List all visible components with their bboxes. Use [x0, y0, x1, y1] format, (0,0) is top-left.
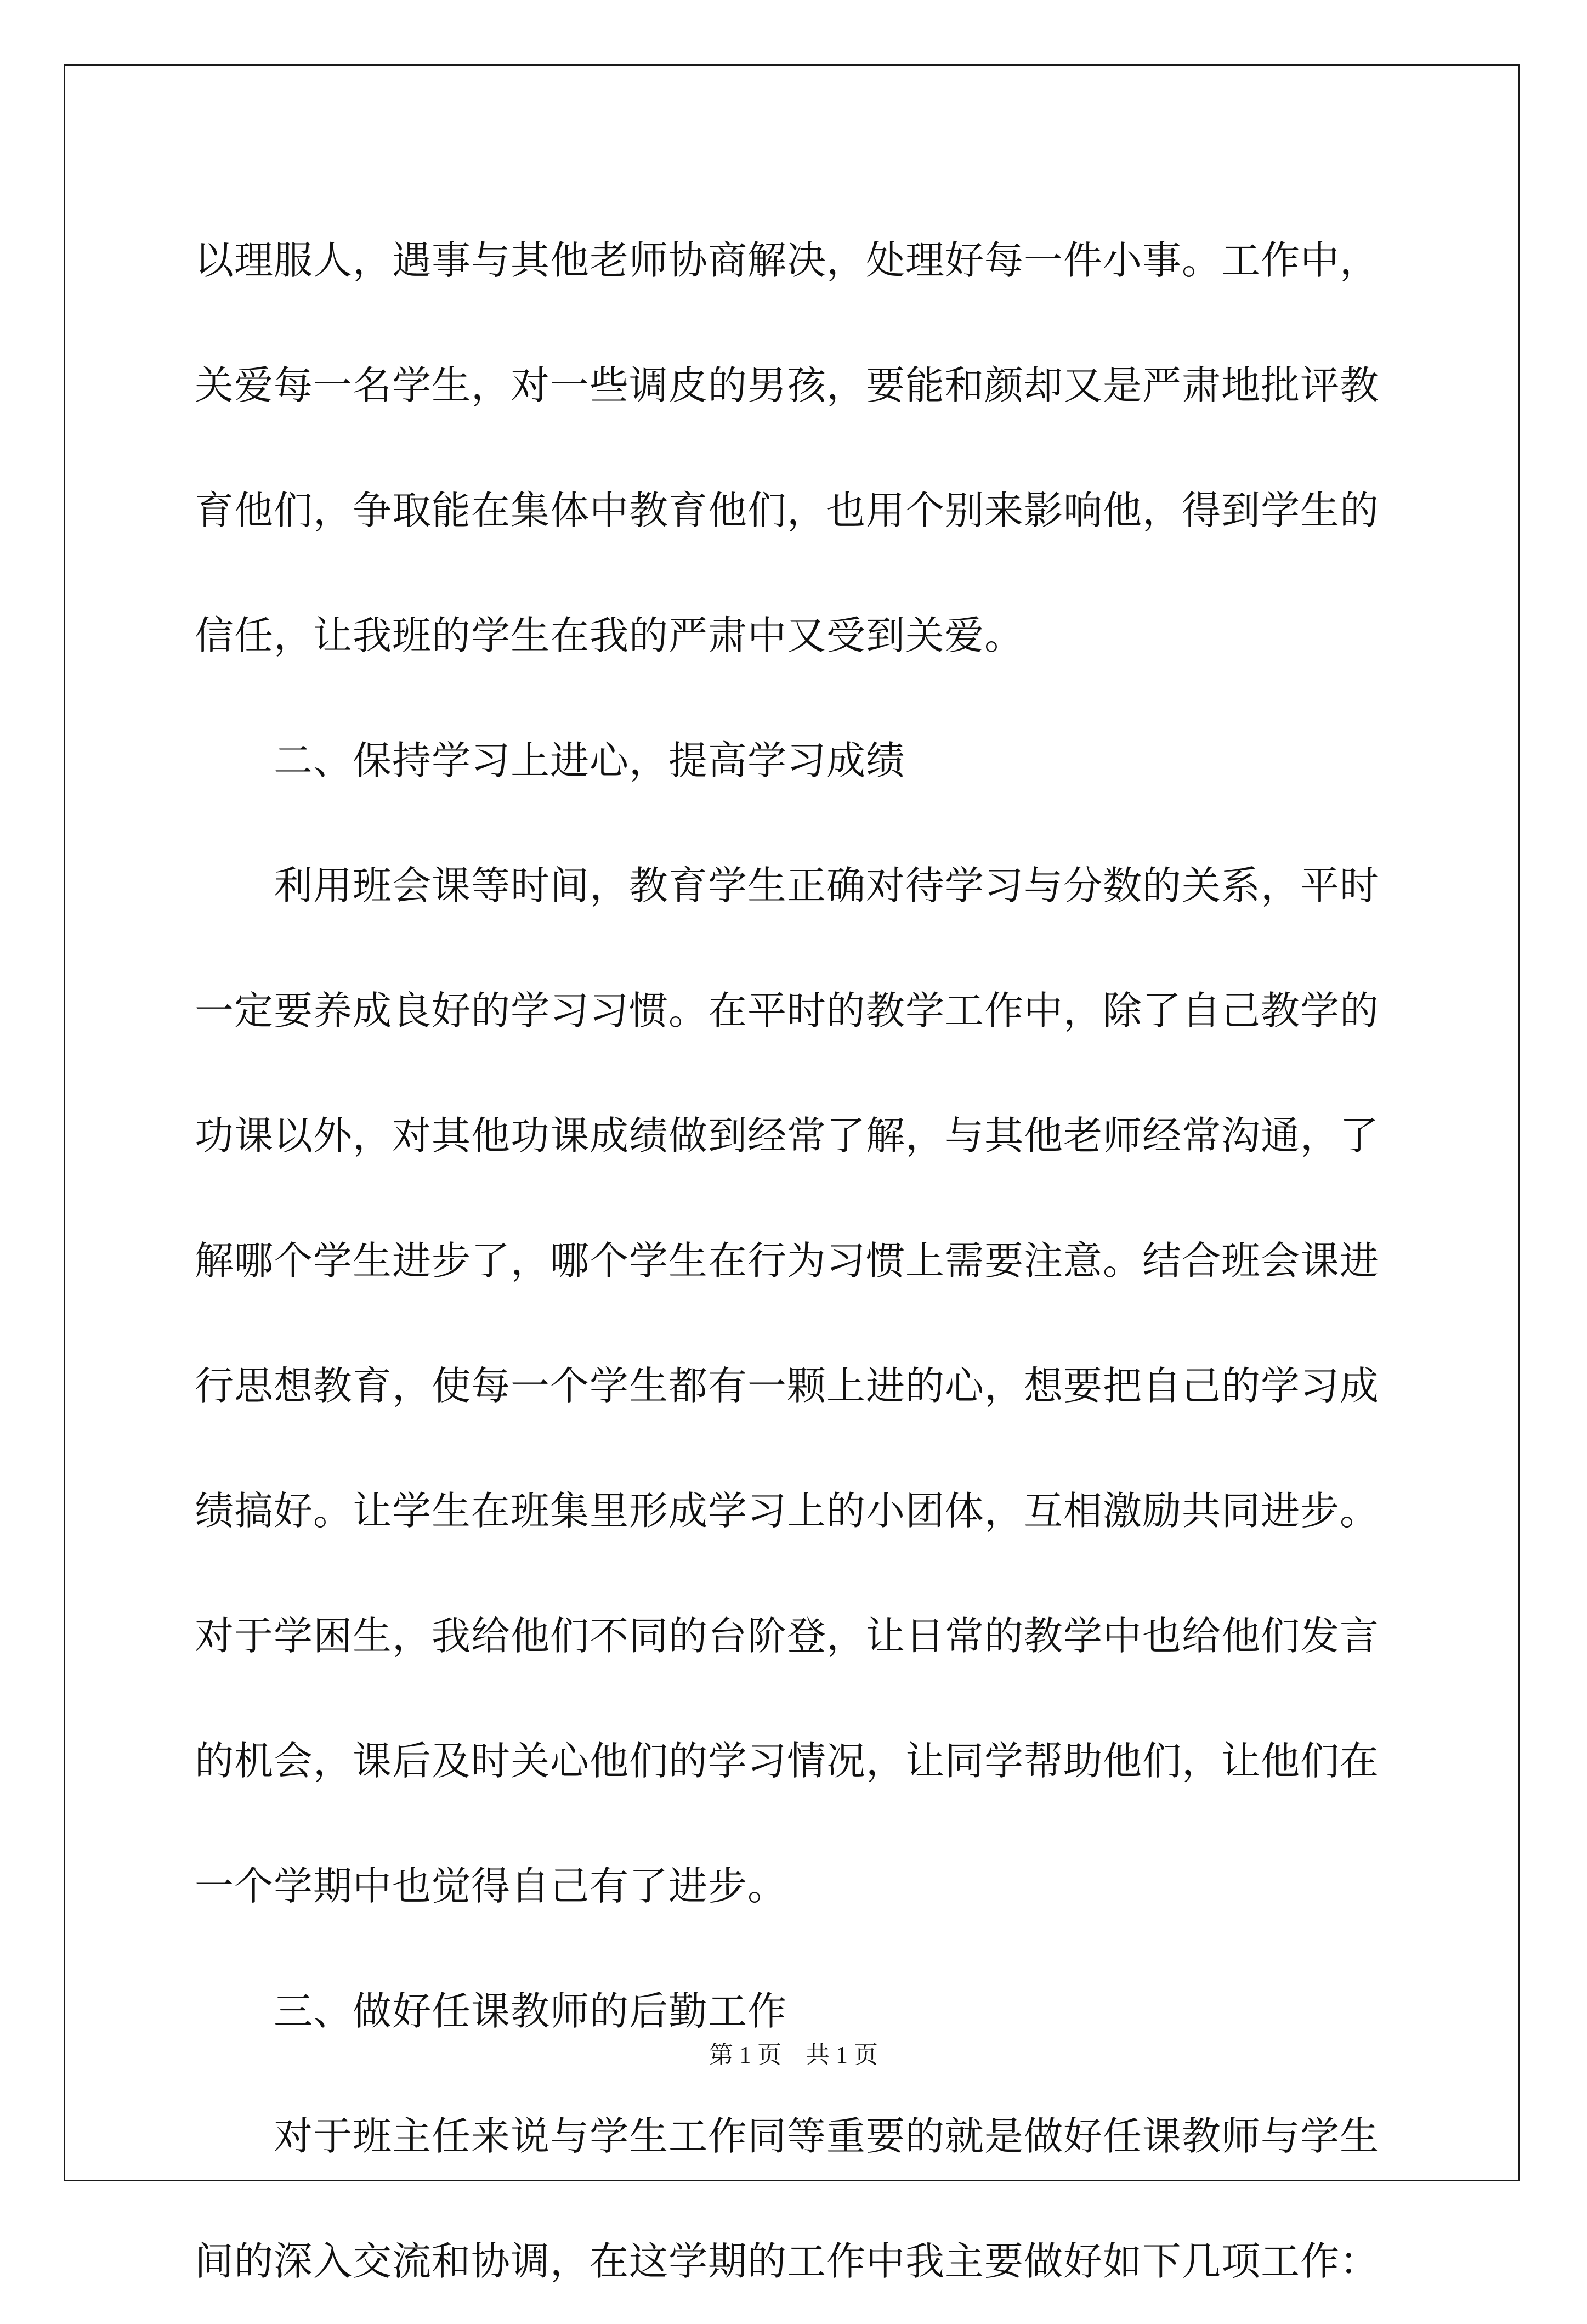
text-line: 对于学困生，我给他们不同的台阶登，让日常的教学中也给他们发言 — [195, 1613, 1380, 1659]
text-line: 的机会，课后及时关心他们的学习情况，让同学帮助他们，让他们在 — [195, 1738, 1380, 1784]
section-heading-2 — [195, 698, 1396, 823]
text-line: 绩搞好。让学生在班集里形成学习上的小团体，互相激励共同进步。 — [195, 1488, 1380, 1534]
paragraph — [195, 198, 1396, 698]
text-line: 育他们，争取能在集体中教育他们，也用个别来影响他，得到学生的 — [195, 488, 1380, 533]
text-line: 利用班会课等时间，教育学生正确对待学习与分数的关系，平时 — [274, 863, 1380, 908]
text-line: 一定要养成良好的学习习惯。在平时的教学工作中，除了自己教学的 — [195, 988, 1380, 1033]
text-line: 关爱每一名学生，对一些调皮的男孩，要能和颜却又是严肃地批评教 — [195, 363, 1380, 408]
text-line: 一个学期中也觉得自己有了进步。 — [195, 1863, 787, 1909]
text-line: 解哪个学生进步了，哪个学生在行为习惯上需要注意。结合班会课进 — [195, 1238, 1380, 1283]
text-line: 功课以外，对其他功课成绩做到经常了解，与其他老师经常沟通，了 — [195, 1113, 1380, 1158]
text-line: 间的深入交流和协调，在这学期的工作中我主要做好如下几项工作： — [195, 2238, 1380, 2284]
text-line: 三、做好任课教师的后勤工作 — [274, 1988, 787, 2034]
page-number-footer: 第 1 页 共 1 页 — [709, 2042, 878, 2068]
text-line: 二、保持学习上进心，提高学习成绩 — [274, 738, 906, 783]
paragraph — [195, 823, 1396, 1949]
text-line: 对于班主任来说与学生工作同等重要的就是做好任课教师与学生 — [274, 2113, 1380, 2159]
document-body — [195, 198, 1396, 2324]
paragraph — [195, 2074, 1396, 2324]
text-line: 行思想教育，使每一个学生都有一颗上进的心，想要把自己的学习成 — [195, 1363, 1380, 1409]
text-line: 信任，让我班的学生在我的严肃中又受到关爱。 — [195, 613, 1024, 658]
text-line: 以理服人，遇事与其他老师协商解决，处理好每一件小事。工作中， — [195, 238, 1380, 283]
